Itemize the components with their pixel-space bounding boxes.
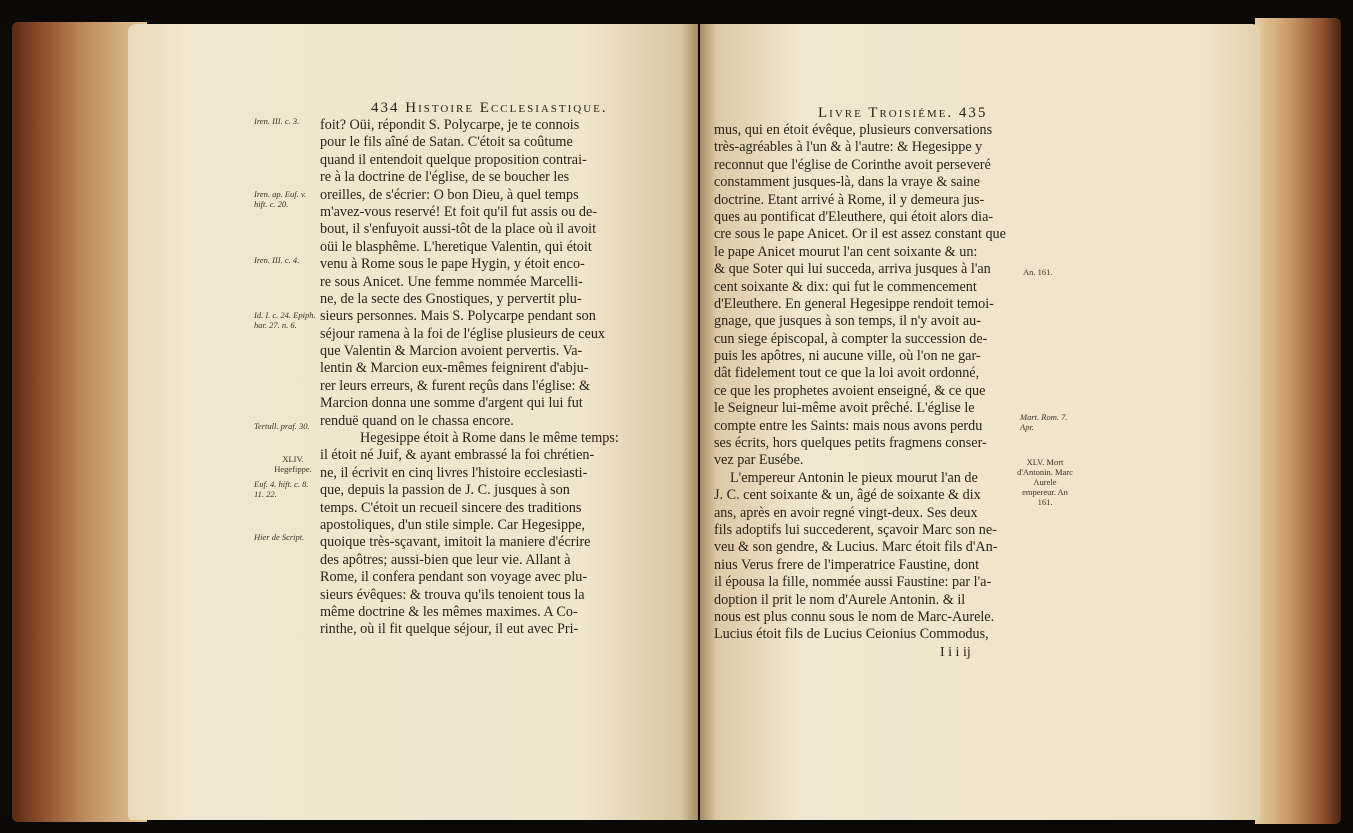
left-body-text: [320, 117, 687, 639]
text-line: puis les apôtres, ni aucune ville, où l'on ne gar-: [714, 348, 981, 365]
text-line: sieurs évêques: & trouva qu'ils tenoient tous la: [320, 586, 585, 603]
text-line: que, depuis la passion de J. C. jusques à son: [320, 482, 570, 499]
text-line: quoique très-sçavant, imitoit la maniere d'écrire: [320, 534, 591, 551]
margin-note: Hier de Script.: [254, 532, 305, 542]
text-line: reconnut que l'église de Corinthe avoit perseveré: [714, 156, 991, 173]
text-line: bout, il s'enfuyoit aussi-tôt de la place où il avoit: [320, 221, 597, 238]
margin-note: An. 161.: [1023, 267, 1053, 277]
text-line: même doctrine & les mêmes maximes. A Co-: [320, 603, 578, 620]
margin-note: Mart. Rom. 7. Apr.: [1020, 412, 1068, 432]
margin-note: XLIV. Hegefippe.: [274, 454, 312, 474]
text-line: oüi le blasphême. L'heretique Valentin, qui étoit: [320, 238, 592, 255]
text-line: nius Verus frere de l'imperatrice Faustine, dont: [714, 556, 980, 573]
text-line: J. C. cent soixante & un, âgé de soixante & dix: [714, 487, 981, 504]
margin-note: Id. I. c. 24. Epiph. har. 27. n. 6.: [254, 310, 316, 330]
margin-note: XLV. Mort d'Antonin. Marc Aurele empereur. An 161.: [1017, 457, 1073, 507]
text-line: re à la doctrine de l'église, de se boucher les: [320, 169, 570, 186]
text-line: Lucius étoit fils de Lucius Ceionius Commodus,: [714, 626, 989, 643]
text-line: quand il entendoit quelque proposition contrai-: [320, 151, 587, 168]
text-line: rer leurs erreurs, & furent reçûs dans l'église: &: [320, 377, 591, 394]
text-line: venu à Rome sous le pape Hygin, y étoit enco-: [320, 256, 585, 273]
text-line: doption il prit le nom d'Aurele Antonin. & il: [714, 591, 966, 608]
right-page: [700, 24, 1260, 820]
text-line: L'empereur Antonin le pieux mourut l'an de: [730, 469, 978, 486]
text-line: ques au pontificat d'Eleuthere, qui étoit alors dia-: [714, 208, 994, 225]
text-line: dât fidelement tout ce que la loi avoit ordonné,: [714, 365, 980, 382]
text-line: gnage, que jusques à son temps, il n'y avoit au-: [714, 313, 981, 330]
text-line: apostoliques, d'un stile simple. Car Hegesippe,: [320, 516, 585, 533]
signature-mark: I i i ij: [940, 645, 971, 660]
text-line: temps. C'étoit un recueil sincere des traditions: [320, 499, 582, 516]
text-line: ans, après en avoir regné vingt-deux. Ses deux: [714, 504, 978, 521]
text-line: pour le fils aîné de Satan. C'étoit sa coûtume: [320, 134, 573, 151]
text-line: des apôtres; aussi-bien que leur vie. Allant à: [320, 551, 571, 568]
margin-note: Iren. III. c. 3.: [254, 116, 300, 126]
text-line: m'avez-vous reservé! Et foit qu'il fut assis ou de-: [320, 203, 597, 220]
text-line: séjour ramena à la foi de l'église plusieurs de ceux: [320, 325, 606, 342]
text-line: constamment jusques-là, dans la vraye & saine: [714, 174, 980, 191]
left-running-head: 434 Histoire Ecclesiastique.: [371, 100, 608, 116]
left-page: [128, 24, 698, 820]
text-line: cun siege épiscopal, à compter la succession de-: [714, 330, 988, 347]
margin-note: Tertull. praf. 30.: [254, 421, 310, 431]
text-line: doctrine. Etant arrivé à Rome, il y demeura jus-: [714, 191, 985, 208]
text-line: le Seigneur lui-même avoit prêché. L'église le: [714, 400, 975, 417]
text-line: il épousa la fille, nommée aussi Faustine: par l'a-: [714, 574, 992, 591]
text-line: Marcion donna une somme d'argent qui lui fut: [320, 395, 583, 412]
text-line: le pape Anicet mourut l'an cent soixante & un:: [714, 243, 978, 260]
text-line: cent soixante & dix: qui fut le commencement: [714, 278, 977, 295]
margin-note: Iren. ap. Euf. v. hift. c. 20.: [254, 189, 307, 209]
margin-note: Iren. III. c. 4.: [254, 255, 300, 265]
text-line: foit? Oüi, répondit S. Polycarpe, je te connois: [320, 117, 580, 133]
text-line: veu & son gendre, & Lucius. Marc étoit fils d'An-: [714, 539, 998, 556]
text-line: mus, qui en étoit évêque, plusieurs conversations: [714, 122, 993, 138]
text-line: sieurs personnes. Mais S. Polycarpe pendant son: [320, 308, 596, 325]
text-line: que Valentin & Marcion avoient pervertis. Va-: [320, 343, 583, 360]
text-line: ses écrits, hors quelques petits fragmens conser-: [714, 435, 987, 452]
right-body-text: [714, 122, 1010, 644]
text-line: nous est plus connu sous le nom de Marc-Aurele.: [714, 608, 995, 625]
text-line: Hegesippe étoit à Rome dans le même temps:: [360, 430, 619, 447]
page-edges-left: [12, 22, 147, 822]
text-line: très-agréables à l'un & à l'autre: & Hegesippe y: [714, 139, 983, 156]
text-line: ne, de la secte des Gnostiques, y pervertit plu-: [320, 290, 582, 307]
text-line: ne, il écrivit en cinq livres l'histoire ecclesiasti-: [320, 464, 588, 481]
text-line: compte entre les Saints: mais nous avons perdu: [714, 417, 983, 434]
text-line: Rome, il confera pendant son voyage avec plu-: [320, 569, 588, 586]
text-line: d'Eleuthere. En general Hegesippe rendoit temoi-: [714, 295, 994, 312]
text-line: re sous Anicet. Une femme nommée Marcelli-: [320, 273, 583, 290]
text-line: lentin & Marcion eux-mêmes feignirent d'abju-: [320, 360, 589, 377]
margin-note: Euf. 4. hift. c. 8. 11. 22.: [254, 479, 309, 499]
text-line: & que Soter qui lui succeda, arriva jusques à l'an: [714, 261, 991, 278]
text-line: il étoit né Juif, & ayant embrassé la foi chrétien-: [320, 447, 595, 464]
text-line: ce que les prophetes avoient enseigné, & ce que: [714, 382, 986, 399]
text-line: cre sous le pape Anicet. Or il est assez constant que: [714, 226, 1006, 243]
text-line: vez par Eusébe.: [714, 452, 804, 469]
text-line: rinthe, où il fit quelque séjour, il eut avec Pri-: [320, 621, 579, 638]
right-running-head: Livre Troisiéme. 435: [818, 105, 988, 121]
page-edges-right: [1255, 18, 1341, 824]
text-line: oreilles, de s'écrier: O bon Dieu, à quel temps: [320, 186, 579, 203]
text-line: fils adoptifs lui succederent, sçavoir Marc son ne-: [714, 521, 997, 538]
text-line: renduë quand on le chassa encore.: [320, 412, 514, 429]
